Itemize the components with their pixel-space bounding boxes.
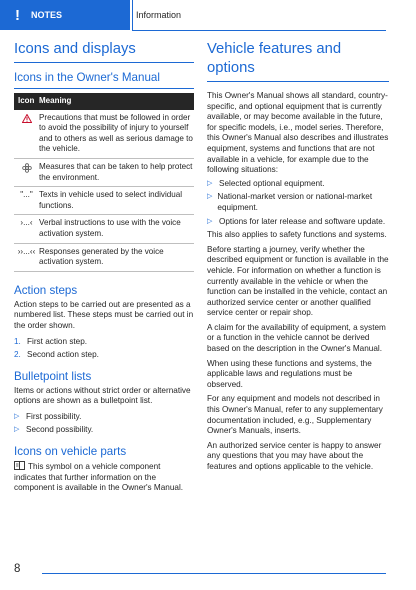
left-column	[14, 40, 194, 494]
section-title: Information	[136, 10, 182, 20]
table-row	[14, 243, 194, 271]
bullet-triangle-icon: ▷	[207, 179, 213, 187]
bullet-text: First possibility.	[26, 411, 82, 421]
heading-rule	[14, 88, 194, 89]
bullet-triangle-icon: ▷	[207, 193, 213, 201]
bullet-text: Options for later release and software update.	[219, 216, 386, 226]
header-rule	[132, 30, 386, 31]
warning-triangle-icon	[22, 114, 32, 123]
icons-manual-heading: Icons in the Owner's Manual	[14, 71, 160, 84]
notes-tab-label: NOTES	[31, 10, 63, 20]
table-row	[14, 215, 194, 243]
row-meaning: Texts in vehicle used to select individual functions.	[39, 187, 194, 215]
title-rule	[14, 62, 194, 63]
situations-list	[207, 179, 389, 227]
step-text: First action step.	[27, 336, 88, 346]
paragraph: For any equipment and models not described in this Owner's Manual, refer to any supplementary documentation included, e.g., Supplementary Owner's Manuals, inserts.	[207, 394, 383, 436]
notes-tab	[0, 0, 130, 30]
table-header-row	[14, 93, 194, 110]
bullet-triangle-icon: ▷	[14, 426, 20, 434]
vehicle-parts-description: This symbol on a vehicle component indicates that further information on the component is available in the Owner's Manual.	[14, 462, 184, 493]
bullet-triangle-icon: ▷	[207, 217, 213, 225]
bullet-lists-heading: Bulletpoint lists	[14, 369, 92, 383]
list-item	[14, 425, 194, 436]
step-text: Second action step.	[27, 350, 99, 360]
page-number: 8	[14, 563, 21, 575]
bullet-text: Selected optional equipment.	[219, 178, 325, 188]
col-header-icon: Icon	[14, 93, 39, 110]
action-steps-text: Action steps to be carried out are presented as a numbered list. These steps must be carried out in the order shown.	[14, 299, 194, 330]
right-column	[207, 40, 389, 473]
bullet-text: Second possibility.	[26, 425, 94, 435]
vehicle-parts-heading: Icons on vehicle parts	[14, 445, 127, 459]
row-meaning: Measures that can be taken to help protect the environment.	[39, 158, 194, 186]
voice-response-symbol: ››...‹‹	[14, 243, 39, 271]
table-row	[14, 187, 194, 215]
exclamation-icon: !	[15, 6, 20, 24]
bullet-list	[14, 412, 194, 436]
row-meaning: Responses generated by the voice activation system.	[39, 243, 194, 271]
bullet-lists-text: Items or actions without strict order or alternative options are shown as a bulletpoint list.	[14, 385, 191, 406]
quote-symbol: "..."	[14, 187, 39, 215]
row-meaning: Precautions that must be followed in order to avoid the possibility of injury to yourself and to others as well as serious damage to the vehicle.	[39, 110, 194, 159]
vehicle-features-title: Vehicle features and options	[207, 41, 342, 76]
icons-table	[14, 93, 194, 272]
action-steps-heading: Action steps	[14, 283, 78, 297]
step-number: 1.	[14, 336, 21, 346]
paragraph: When using these functions and systems, the applicable laws and regulations must be observed.	[207, 358, 372, 389]
icons-displays-title: Icons and displays	[14, 41, 136, 57]
paragraph: This Owner's Manual shows all standard, country-specific, and optional equipment that is currently available, or may become available in the future, for specific models, i.e., model series. Therefore, this Owner's Manual also describes and illustrates equipment, systems and functions that are not available in a vehicle, for example due to the following situations:	[207, 91, 389, 175]
verbal-instruction-symbol: ›...‹	[14, 215, 39, 243]
header-divider	[132, 0, 133, 30]
manual-book-icon	[14, 461, 25, 470]
table-row	[14, 158, 194, 186]
paragraph: Before starting a journey, verify whether the described equipment or function is available in the vehicle. For information on whether a function is currently available in the vehicle or when the function can be installed in the vehicle, contact an authorized service center or another qualified service center or repair shop.	[207, 244, 389, 318]
table-row	[14, 110, 194, 159]
list-item	[207, 192, 389, 213]
title-rule	[207, 81, 389, 82]
environment-flower-icon	[22, 163, 32, 173]
col-header-meaning: Meaning	[39, 93, 194, 110]
paragraph: An authorized service center is happy to answer any questions that you may have about the features and options applicable to the vehicle.	[207, 440, 382, 471]
action-steps-list	[14, 337, 194, 361]
step-number: 2.	[14, 350, 21, 360]
list-item	[14, 412, 194, 423]
list-item	[207, 179, 389, 190]
row-meaning: Verbal instructions to use with the voice activation system.	[39, 215, 194, 243]
bullet-triangle-icon: ▷	[14, 412, 20, 420]
vehicle-parts-text	[14, 461, 194, 494]
list-item	[14, 350, 194, 361]
footer-rule	[42, 573, 386, 574]
paragraph: This also applies to safety functions and systems.	[207, 230, 387, 240]
list-item	[207, 217, 389, 228]
list-item	[14, 337, 194, 348]
paragraph: A claim for the availability of equipment, a system or a function in the vehicle cannot be derived based on the description in the Owner's Manual.	[207, 322, 386, 354]
bullet-text: National-market version or national-market equipment.	[217, 192, 373, 212]
